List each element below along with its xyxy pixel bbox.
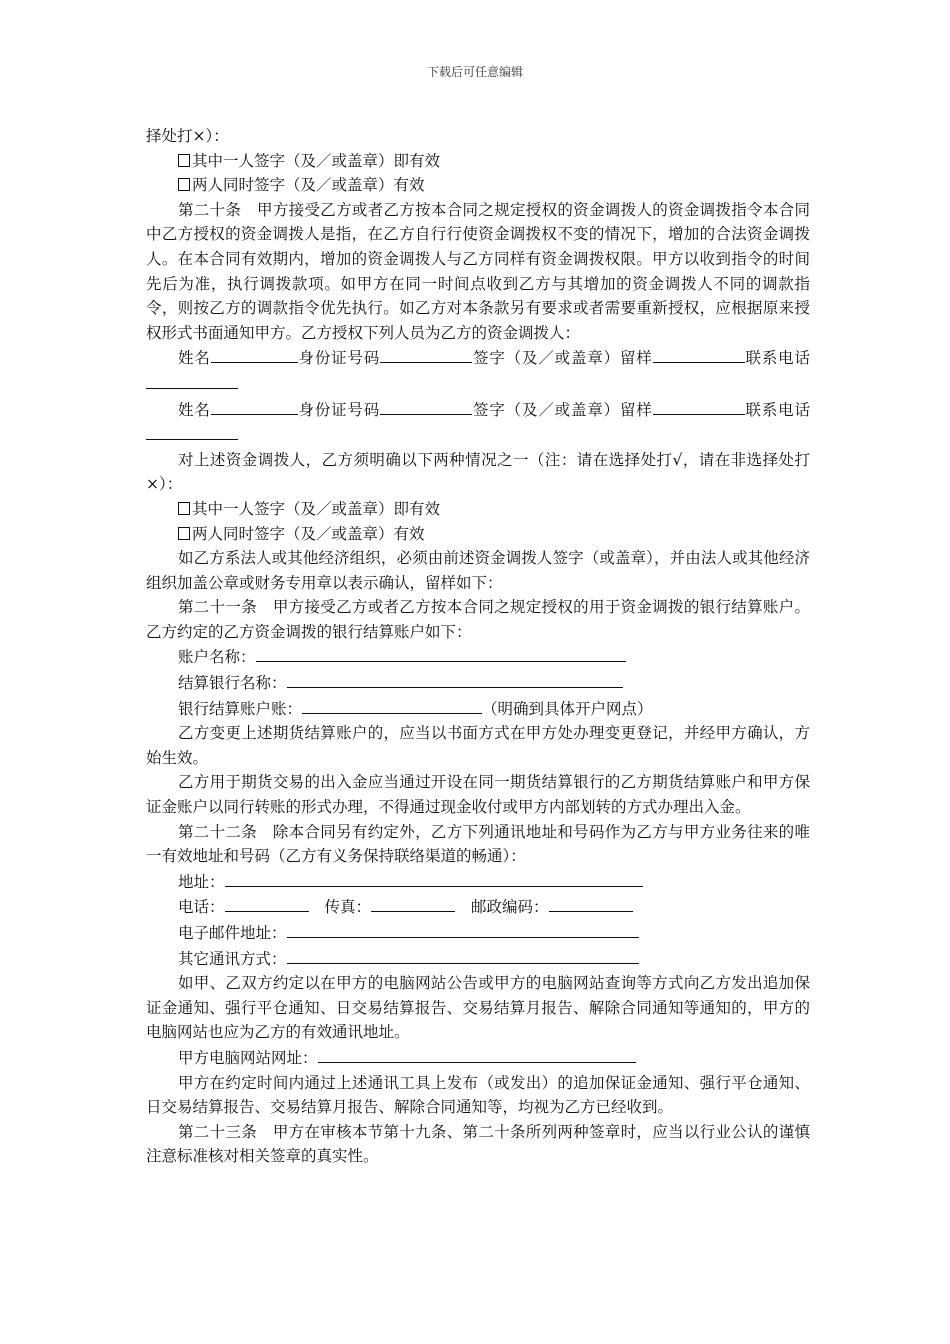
postcode-label: 邮政编码： [471,898,549,917]
signature-sample-blank[interactable] [653,397,745,415]
account-name-label: 账户名称： [178,648,256,667]
account-name-blank[interactable] [256,644,626,662]
id-number-label: 身份证号码 [297,400,381,419]
checkbox-icon[interactable] [178,527,190,540]
bank-account-blank[interactable] [302,696,482,714]
option-both-sign-1 [146,173,810,198]
choice-tail-line: 择处打×）： [146,127,229,145]
phone-label: 联系电话 [744,400,810,419]
fax-blank[interactable] [371,894,455,912]
phone-fax-postcode-row [146,894,810,920]
signature-sample-label: 签字（及／或盖章）留样 [472,400,653,419]
checkbox-icon[interactable] [178,178,190,191]
email-label: 电子邮件地址： [178,924,287,942]
email-blank[interactable] [287,920,639,938]
option-label: 两人同时签字（及／或盖章）有效 [192,176,425,195]
id-number-blank[interactable] [380,397,472,415]
choice-intro: 对上述资金调拨人，乙方须明确以下两种情况之一（注：请在选择处打√，请在非选择处打×）： [146,450,810,494]
deemed-received-clause: 甲方在约定时间内通过上述通讯工具上发布（或发出）的追加保证金通知、强行平仓通知、日交易结算报告、交易结算月报告、解除合同通知等，均视为乙方已经收到。 [146,1073,810,1117]
other-contact-blank[interactable] [287,946,639,964]
name-label: 姓名 [178,349,211,368]
authorized-person-row-2 [146,397,810,448]
name-label: 姓名 [178,400,211,419]
phone-label: 联系电话 [744,349,810,368]
name-blank[interactable] [211,397,298,415]
checkbox-icon[interactable] [178,502,190,515]
telephone-label: 电话： [178,898,225,917]
option-either-sign-1 [146,149,810,174]
document-body [146,124,810,1169]
other-contact-row [146,946,810,972]
article-21: 第二十一条 甲方接受乙方或者乙方按本合同之规定授权的用于资金调拨的银行结算账户。乙方约定的乙方资金调拨的银行结算账户如下： [146,598,810,641]
settlement-bank-row [146,670,810,696]
authorized-person-row-1 [146,345,810,396]
id-number-label: 身份证号码 [297,349,381,368]
option-either-sign-2 [146,497,810,522]
other-contact-label: 其它通讯方式： [178,949,287,968]
postcode-blank[interactable] [549,894,633,912]
legal-person-note: 如乙方系法人或其他经济组织，必须由前述资金调拨人签字（或盖章），并由法人或其他经济组织加盖公章或财务专用章以表示确认，留样如下： [146,549,810,592]
website-url-row [146,1045,810,1071]
account-name-row [146,644,810,670]
fund-transfer-clause: 乙方用于期货交易的出入金应当通过开设在同一期货结算银行的乙方期货结算账户和甲方保证金账户以同行转账的形式办理，不得通过现金收付或甲方内部划转的方式办理出入金。 [146,773,810,817]
fax-label: 传真： [324,898,372,917]
settlement-bank-label: 结算银行名称： [178,674,287,693]
option-label: 其中一人签字（及／或盖章）即有效 [192,499,441,518]
page-header-note: 下载后可任意编辑 [426,65,523,79]
option-label: 其中一人签字（及／或盖章）即有效 [192,151,441,170]
change-account-clause: 乙方变更上述期货结算账户的，应当以书面方式在甲方处办理变更登记，并经甲方确认，方始生效。 [146,724,810,767]
settlement-bank-blank[interactable] [287,670,623,688]
bank-account-note: （明确到具体开户网点） [482,699,653,718]
signature-sample-blank[interactable] [653,345,745,363]
email-row [146,920,810,946]
website-notice-clause: 如甲、乙双方约定以在甲方的电脑网站公告或甲方的电脑网站查询等方式向乙方发出追加保证金通知、强行平仓通知、日交易结算报告、交易结算月报告、解除合同通知等通知的，甲方的电脑网站也应为乙方的有效通讯地址。 [146,974,810,1042]
bank-account-row [146,696,810,722]
address-row [146,869,810,895]
website-url-label: 甲方电脑网站网址： [178,1048,318,1067]
phone-blank[interactable] [146,422,238,440]
article-20: 第二十条 甲方接受乙方或者乙方按本合同之规定授权的资金调拨人的资金调拨指令本合同中乙方授权的资金调拨人是指，在乙方自行行使资金调拨权不变的情况下，增加的合法资金调拨人。在本合同有效期内，增加的资金调拨人与乙方同样有资金调拨权限。甲方以收到指令的时间先后为准，执行调拨款项。如甲方在同一时间点收到乙方与其增加的资金调拨人不同的调款指令，则按乙方的调款指令优先执行。如乙方对本条款另有要求或者需要重新授权，应根据原来授权形式书面通知甲方。乙方授权下列人员为乙方的资金调拨人： [146,200,810,342]
option-label: 两人同时签字（及／或盖章）有效 [192,524,425,543]
address-label: 地址： [178,872,225,891]
option-both-sign-2 [146,522,810,547]
bank-account-label: 银行结算账户账： [178,699,303,718]
signature-sample-label: 签字（及／或盖章）留样 [472,349,653,368]
address-blank[interactable] [225,869,643,887]
id-number-blank[interactable] [380,345,472,363]
name-blank[interactable] [211,345,298,363]
website-url-blank[interactable] [318,1045,636,1063]
article-23: 第二十三条 甲方在审核本节第十九条、第二十条所列两种签章时，应当以行业公认的谨慎注意标准核对相关签章的真实性。 [146,1122,810,1166]
checkbox-icon[interactable] [178,154,190,167]
telephone-blank[interactable] [225,894,309,912]
article-22: 第二十二条 除本合同另有约定外，乙方下列通讯地址和号码作为乙方与甲方业务往来的唯一有效地址和号码（乙方有义务保持联络渠道的畅通）： [146,822,810,866]
phone-blank[interactable] [146,371,238,389]
